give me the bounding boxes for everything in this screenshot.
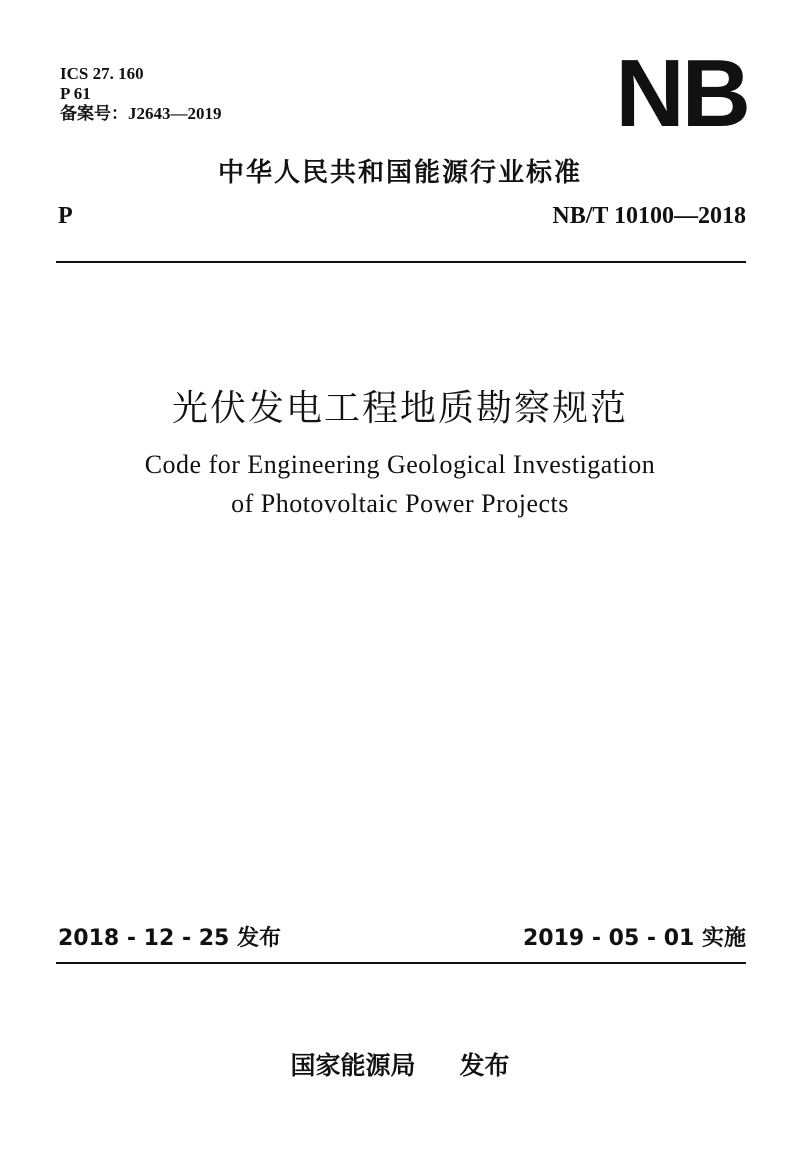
nb-logo: NB — [615, 40, 748, 147]
filing-number: 备案号：J2643—2019 — [60, 104, 222, 123]
title-english-line2: of Photovoltaic Power Projects — [231, 489, 569, 518]
implementation-date: 2019 - 05 - 01 实施 — [522, 926, 746, 951]
bottom-divider — [56, 962, 746, 964]
industry-standard-title: 中华人民共和国能源行业标准 — [217, 158, 582, 188]
issue-date: 2018 - 12 - 25 发布 — [58, 926, 282, 951]
classification-letter: P — [58, 203, 73, 229]
issuer-line — [0, 1046, 800, 1082]
title-chinese: 光伏发电工程地质勘察规范 — [171, 388, 628, 429]
issuer-action: 发布 — [459, 1051, 510, 1080]
top-divider — [56, 261, 746, 263]
issuer-name: 国家能源局 — [290, 1051, 416, 1080]
title-english-line1: Code for Engineering Geological Investigation — [144, 450, 656, 479]
standard-code: NB/T 10100—2018 — [552, 203, 746, 229]
ics-code: ICS 27. 160 — [60, 64, 144, 83]
category-code: P 61 — [60, 84, 91, 103]
